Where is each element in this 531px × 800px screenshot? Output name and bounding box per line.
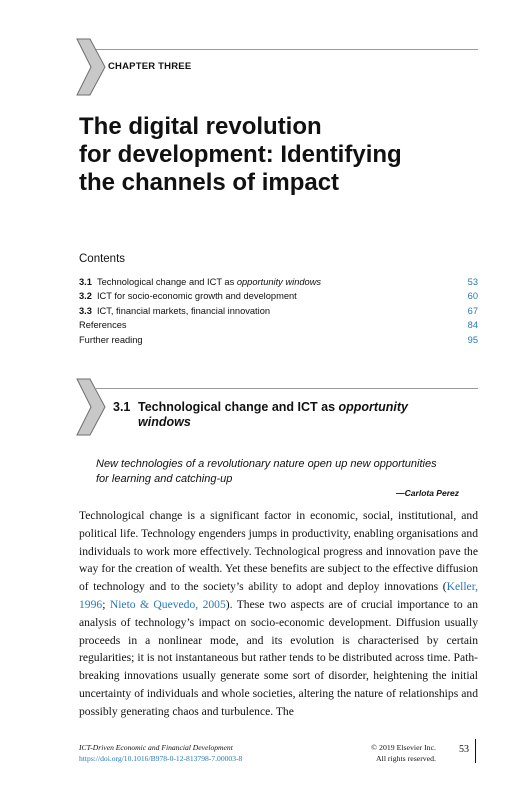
contents-heading: Contents: [79, 253, 126, 265]
chapter-title-line: The digital revolution: [79, 113, 322, 140]
chapter-title: [79, 113, 499, 197]
section-number: 3.1: [113, 400, 131, 414]
footer-journal: ICT-Driven Economic and Financial Development: [79, 743, 233, 752]
body-paragraph: Technological change is a significant factor in economic, social, institutional, and political life. Technology engenders jumps in productivity, enabling organisations and individuals to work more effectively. Technological progress and innovation pave the way for the creation of wealth. Yet these benefits are subject to the effective diffusion of technology and to the society’s ability to adopt and deploy innovations (Keller, 1996; Nieto & Quevedo, 2005). These two aspects are of crucial importance to an analysis of technology’s impact on socio-economic development. Diffusion usually proceeds in a nonlinear mode, and its evolution is characterised by certain regularities; it is not instantaneous but rather tends to be distributed across time. Path-breaking innovations usually generate some sort of disorder, heightening the initial uncertainty of individuals and whole societies, altering the nature of relationships and possibly generating chaos and turbulence. The: [79, 509, 478, 718]
toc-page-link[interactable]: 84: [467, 320, 478, 331]
toc-entry[interactable]: [79, 289, 478, 303]
chapter-title-line: for development: Identifying: [79, 141, 402, 168]
toc-entry-title: 3.3 ICT, financial markets, financial innovation: [79, 305, 271, 316]
table-of-contents: [79, 275, 478, 347]
citation-link[interactable]: Nieto & Quevedo, 2005: [109, 597, 226, 611]
chapter-header-rule: [96, 49, 478, 50]
page-number: 53: [459, 744, 469, 755]
toc-entry-title: Further reading: [79, 334, 143, 345]
page-number-rule: [475, 739, 476, 763]
toc-entry-title: References: [79, 320, 127, 331]
chapter-chevron-icon: [76, 38, 106, 96]
copyright-line: © 2019 Elsevier Inc.: [371, 743, 436, 752]
section-title-italic: windows: [138, 415, 191, 429]
footer-source: [79, 742, 242, 764]
epigraph-line: New technologies of a revolutionary nature open up new opportunities: [96, 458, 437, 470]
citation-link[interactable]: Keller, 1996: [79, 580, 478, 611]
toc-entry[interactable]: [79, 333, 478, 347]
toc-entry-title: 3.2 ICT for socio-economic growth and development: [79, 291, 297, 302]
toc-page-link[interactable]: 67: [467, 305, 478, 316]
section-header-rule: [96, 388, 478, 389]
toc-entry[interactable]: [79, 318, 478, 332]
section-title-italic: opportunity: [338, 400, 408, 414]
toc-entry-title: 3.1 Technological change and ICT as opportunity windows: [79, 277, 322, 287]
toc-page-link[interactable]: 60: [467, 291, 478, 302]
footer-copyright: [356, 742, 436, 764]
rights-line: All rights reserved.: [376, 754, 436, 763]
chapter-label: CHAPTER THREE: [108, 61, 192, 72]
section-chevron-icon: [76, 378, 106, 436]
toc-page-link[interactable]: 95: [467, 334, 478, 345]
epigraph-line: for learning and catching-up: [96, 472, 233, 485]
chapter-title-line: the channels of impact: [79, 169, 340, 196]
toc-page-link[interactable]: 53: [467, 277, 478, 287]
toc-entry[interactable]: [79, 304, 478, 318]
toc-entry[interactable]: [79, 275, 478, 289]
section-heading: [113, 400, 493, 430]
section-title: Technological change and ICT as: [138, 400, 339, 414]
footer-doi-link[interactable]: https://doi.org/10.1016/B978-0-12-813798-7.00003-8: [79, 754, 243, 763]
epigraph-attribution: —Carlota Perez: [396, 488, 459, 498]
epigraph: [96, 457, 468, 486]
